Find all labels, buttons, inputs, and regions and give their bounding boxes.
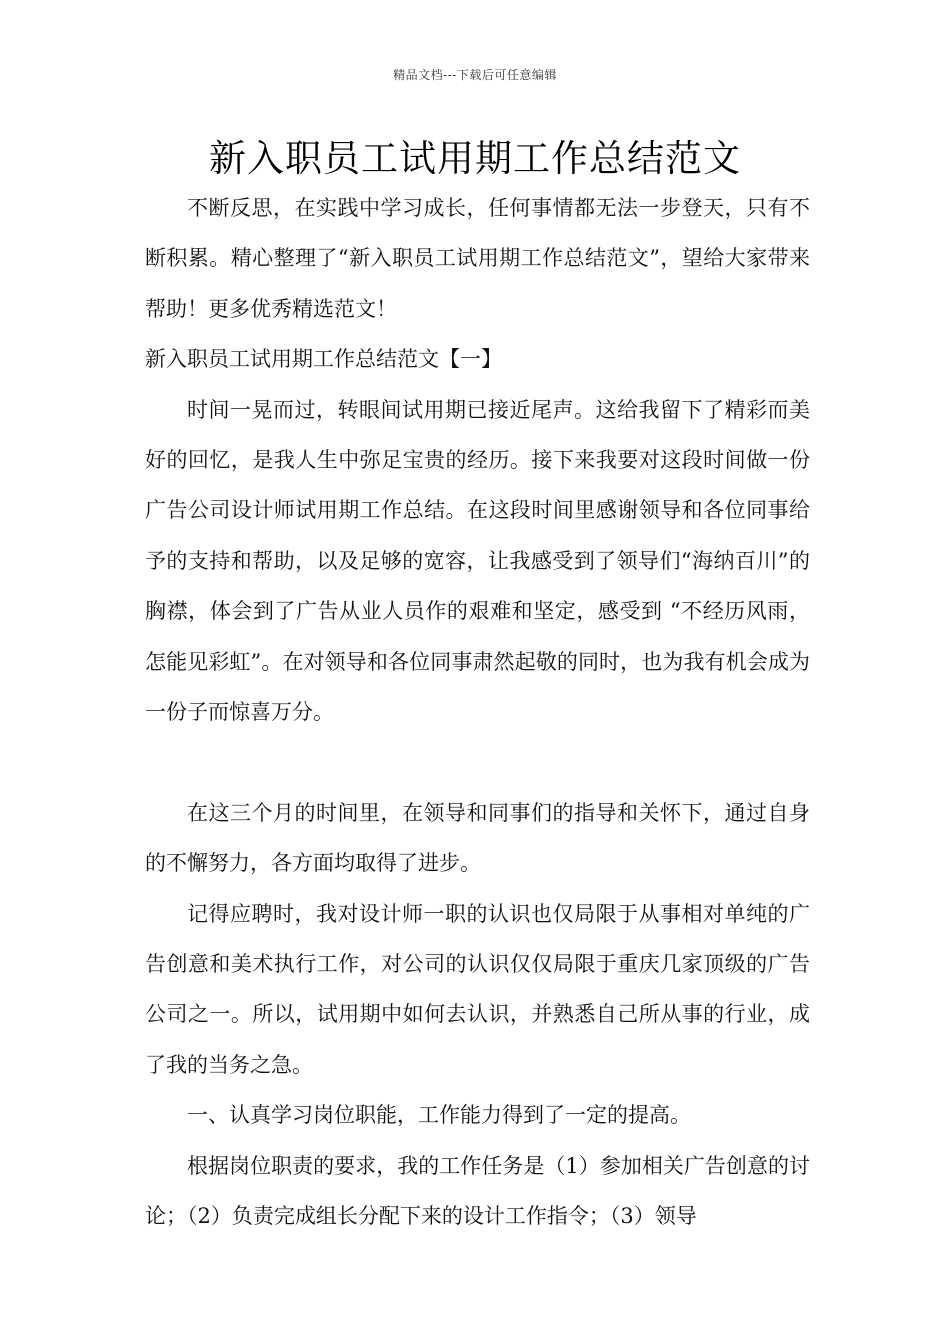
body-paragraph: 记得应聘时，我对设计师一职的认识也仅局限于从事相对单纯的广告创意和美术执行工作，对公司的认识仅仅局限于重庆几家顶级的广告公司之一。所以，试用期中如何去认识，并熟悉自己所从事的行业，成了我的当务之急。 bbox=[145, 901, 810, 1077]
intro-paragraph: 不断反思，在实践中学习成长，任何事情都无法一步登天，只有不断积累。精心整理了“新入职员工试用期工作总结范文”，望给大家带来帮助！更多优秀精选范文！ bbox=[145, 196, 810, 321]
section-heading: 新入职员工试用期工作总结范文【一】 bbox=[145, 347, 502, 372]
document-title: 新入职员工试用期工作总结范文 bbox=[209, 137, 741, 180]
page-header-note: 精品文档---下载后可任意编辑 bbox=[393, 68, 557, 82]
body-paragraph: 根据岗位职责的要求，我的工作任务是（1）参加相关广告创意的讨论；（2）负责完成组长分配下来的设计工作指令；（3）领导 bbox=[145, 1153, 810, 1229]
subsection-heading: 一、认真学习岗位职能，工作能力得到了一定的提高。 bbox=[187, 1103, 691, 1128]
document-body bbox=[145, 183, 810, 1242]
paragraph-spacer bbox=[145, 737, 810, 787]
body-paragraph: 在这三个月的时间里，在领导和同事们的指导和关怀下，通过自身的不懈努力，各方面均取得了进步。 bbox=[145, 800, 810, 876]
body-paragraph: 时间一晃而过，转眼间试用期已接近尾声。这给我留下了精彩而美好的回忆，是我人生中弥足宝贵的经历。接下来我要对这段时间做一份广告公司设计师试用期工作总结。在这段时间里感谢领导和各位同事给予的支持和帮助，以及足够的宽容，让我感受到了领导们“海纳百川”的胸襟，体会到了广告从业人员作的艰难和坚定，感受到 “不经历风雨，怎能见彩虹”。在对领导和各位同事肃然起敬的同时，也为我有机会成为一份子而惊喜万分。 bbox=[145, 397, 810, 725]
